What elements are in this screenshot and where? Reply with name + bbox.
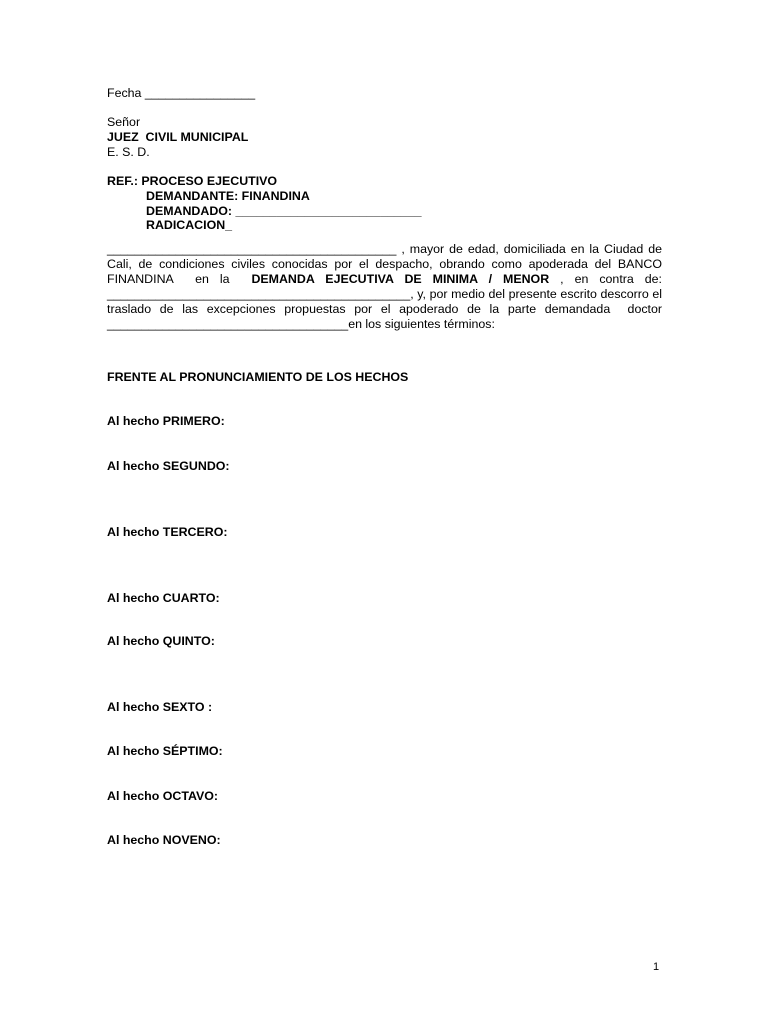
salutation: Señor [107, 115, 141, 129]
esd-line: E. S. D. [107, 145, 150, 159]
demandante-line: DEMANDANTE: FINANDINA [146, 189, 310, 203]
hecho-noveno: Al hecho NOVENO: [107, 833, 221, 847]
hecho-segundo: Al hecho SEGUNDO: [107, 459, 230, 473]
section-title: FRENTE AL PRONUNCIAMIENTO DE LOS HECHOS [107, 370, 409, 384]
fecha-line: Fecha ________________ [107, 86, 256, 100]
body-paragraph [107, 242, 669, 332]
addressee: JUEZ CIVIL MUNICIPAL [107, 130, 249, 144]
hecho-tercero: Al hecho TERCERO: [107, 525, 228, 539]
hecho-primero: Al hecho PRIMERO: [107, 414, 225, 428]
page-number: 1 [653, 961, 660, 973]
body-text-1: __________________________________________ , mayor de edad, domiciliada en la Ciudad de Cali, de condiciones civiles conocidas por el despacho, obrando como apoderada del BANCO FINANDINA en la [107, 242, 666, 286]
body-text-bold: DEMANDA EJECUTIVA DE MINIMA / MENOR [251, 272, 550, 286]
radicacion-line: RADICACION_ [146, 218, 233, 232]
hecho-quinto: Al hecho QUINTO: [107, 634, 215, 648]
hecho-octavo: Al hecho OCTAVO: [107, 789, 219, 803]
hecho-sexto: Al hecho SEXTO : [107, 700, 213, 714]
ref-line: REF.: PROCESO EJECUTIVO [107, 174, 278, 188]
hecho-cuarto: Al hecho CUARTO: [107, 591, 220, 605]
body-text-2: , en contra de: ____________________________________________, y, por medio del presente escrito descorro el traslado de las excepciones propuestas por el apoderado de la parte demandada doctor ___________________________________en los siguientes términos: [107, 272, 669, 331]
hecho-septimo: Al hecho SÉPTIMO: [107, 744, 223, 758]
demandado-line: DEMANDADO: ___________________________ [146, 204, 422, 218]
